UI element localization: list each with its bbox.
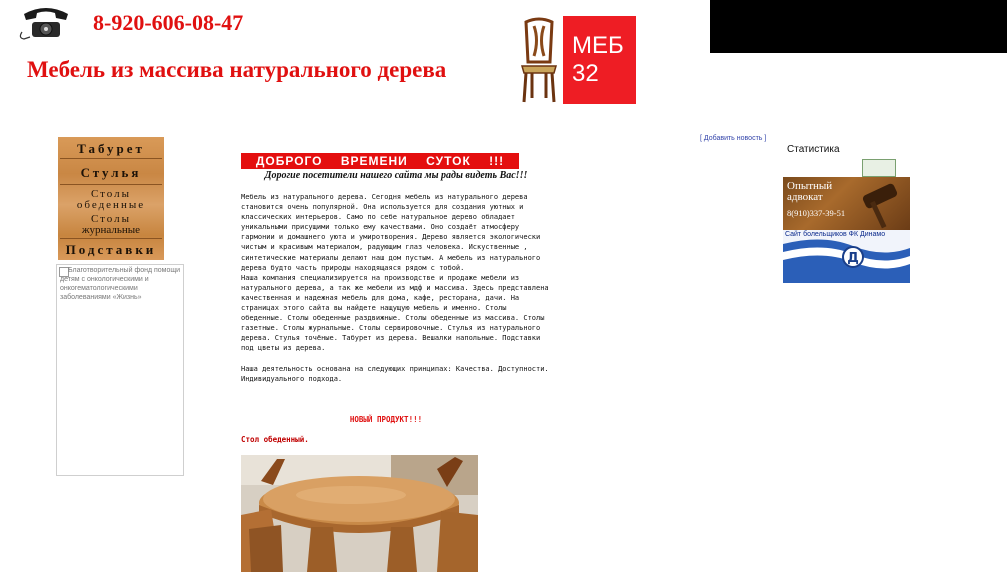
charity-banner-alt-text: Благотворительный фонд помощи детям с онкологическими и онкогематологическими заболеваниями «Жизнь» xyxy=(60,267,181,301)
dinamo-banner-caption: Сайт болельщиков ФК Динамо xyxy=(785,231,886,238)
new-product-heading: НОВЫЙ ПРОДУКТ!!! xyxy=(349,415,423,424)
greeting-banner: ДОБРОГО ВРЕМЕНИ СУТОК !!! xyxy=(241,153,519,169)
top-right-banner[interactable] xyxy=(710,0,1007,53)
visitor-counter[interactable] xyxy=(862,159,896,177)
lawyer-ad-phone: 8(910)337-39-51 xyxy=(787,208,846,218)
telephone-icon xyxy=(18,4,74,40)
menu-item-dining-tables-sub[interactable]: обеденные xyxy=(76,199,146,211)
logo-text-line1: МЕБ xyxy=(572,32,624,59)
product-name[interactable]: Стол обеденный. xyxy=(241,435,309,444)
menu-divider xyxy=(60,184,162,185)
menu-divider xyxy=(60,158,162,159)
svg-text:Д: Д xyxy=(847,251,859,266)
article-paragraph: Наша деятельность основана на следующих принципах: Качества. Доступности. Индивидуального подхода. xyxy=(241,364,549,383)
menu-item-dining-tables[interactable]: Столы xyxy=(90,188,132,200)
welcome-text: Дорогие посетители нашего сайта мы рады видеть Вас!!! xyxy=(264,170,528,181)
logo-text-line2: 32 xyxy=(572,60,599,87)
sidebar-menu xyxy=(58,137,164,260)
lawyer-ad-banner[interactable] xyxy=(783,177,910,230)
menu-item-stands[interactable]: Подставки xyxy=(65,242,157,257)
gavel-icon xyxy=(853,183,909,229)
main-article xyxy=(241,192,552,394)
article-paragraph: Мебель из натурального дерева. Сегодня мебель из натурального дерева становится очень популярной. Она используется для создания уютных и классических интерьеров. Само по себе натуральное дерево обладает уникальными присущими только ему качествами. Оно создаёт атмосферу гармонии и домашнего уюта и умиротворения. Дерево является экологически чистым и красивым материалом, радующим глаз человека. Искуственные , синтетические материалы делают наш дом пустым. А мебель из натурального дерева будто часть природы находящаяся рядом с тобой. xyxy=(241,193,541,272)
chair-image xyxy=(518,16,560,104)
add-news-link[interactable]: [ Добавить новость ] xyxy=(700,135,767,142)
site-logo[interactable] xyxy=(563,16,636,104)
menu-item-chairs[interactable]: Стулья xyxy=(80,165,142,180)
dining-table-photo[interactable] xyxy=(241,455,478,572)
menu-item-stools[interactable]: Табурет xyxy=(77,141,145,156)
menu-item-coffee-tables[interactable]: Столы xyxy=(90,213,132,225)
phone-number: 8-920-606-08-47 xyxy=(93,10,244,35)
statistics-label: Статистика xyxy=(787,144,840,155)
article-paragraph: Наша компания специализируется на производстве и продаже мебели из натурального дерева, а так же мебели из мдф и массива. Здесь представлена качественная и надежная мебель для дома, кафе, ресторана, дачи. На страницах этого сайта вы найдете нащущую мебель и именно. Столы обеденные. Столы обеденные раздвижные. Столы обеденные из массива. Столы газетные. Столы журнальные. Столы сервировочные. Стулья из натурального дерева. Стулья точёные. Табурет из дерева. Вешалки напольные. Подставки под цветы из дерева. xyxy=(241,273,549,353)
lawyer-ad-title: Опытный адвокат xyxy=(787,180,833,203)
dinamo-fan-banner[interactable] xyxy=(783,230,910,283)
menu-item-coffee-tables-sub[interactable]: журнальные xyxy=(81,224,141,236)
menu-divider xyxy=(60,238,162,239)
charity-banner-image[interactable] xyxy=(56,264,184,476)
site-title: Мебель из массива натурального дерева xyxy=(27,57,447,82)
